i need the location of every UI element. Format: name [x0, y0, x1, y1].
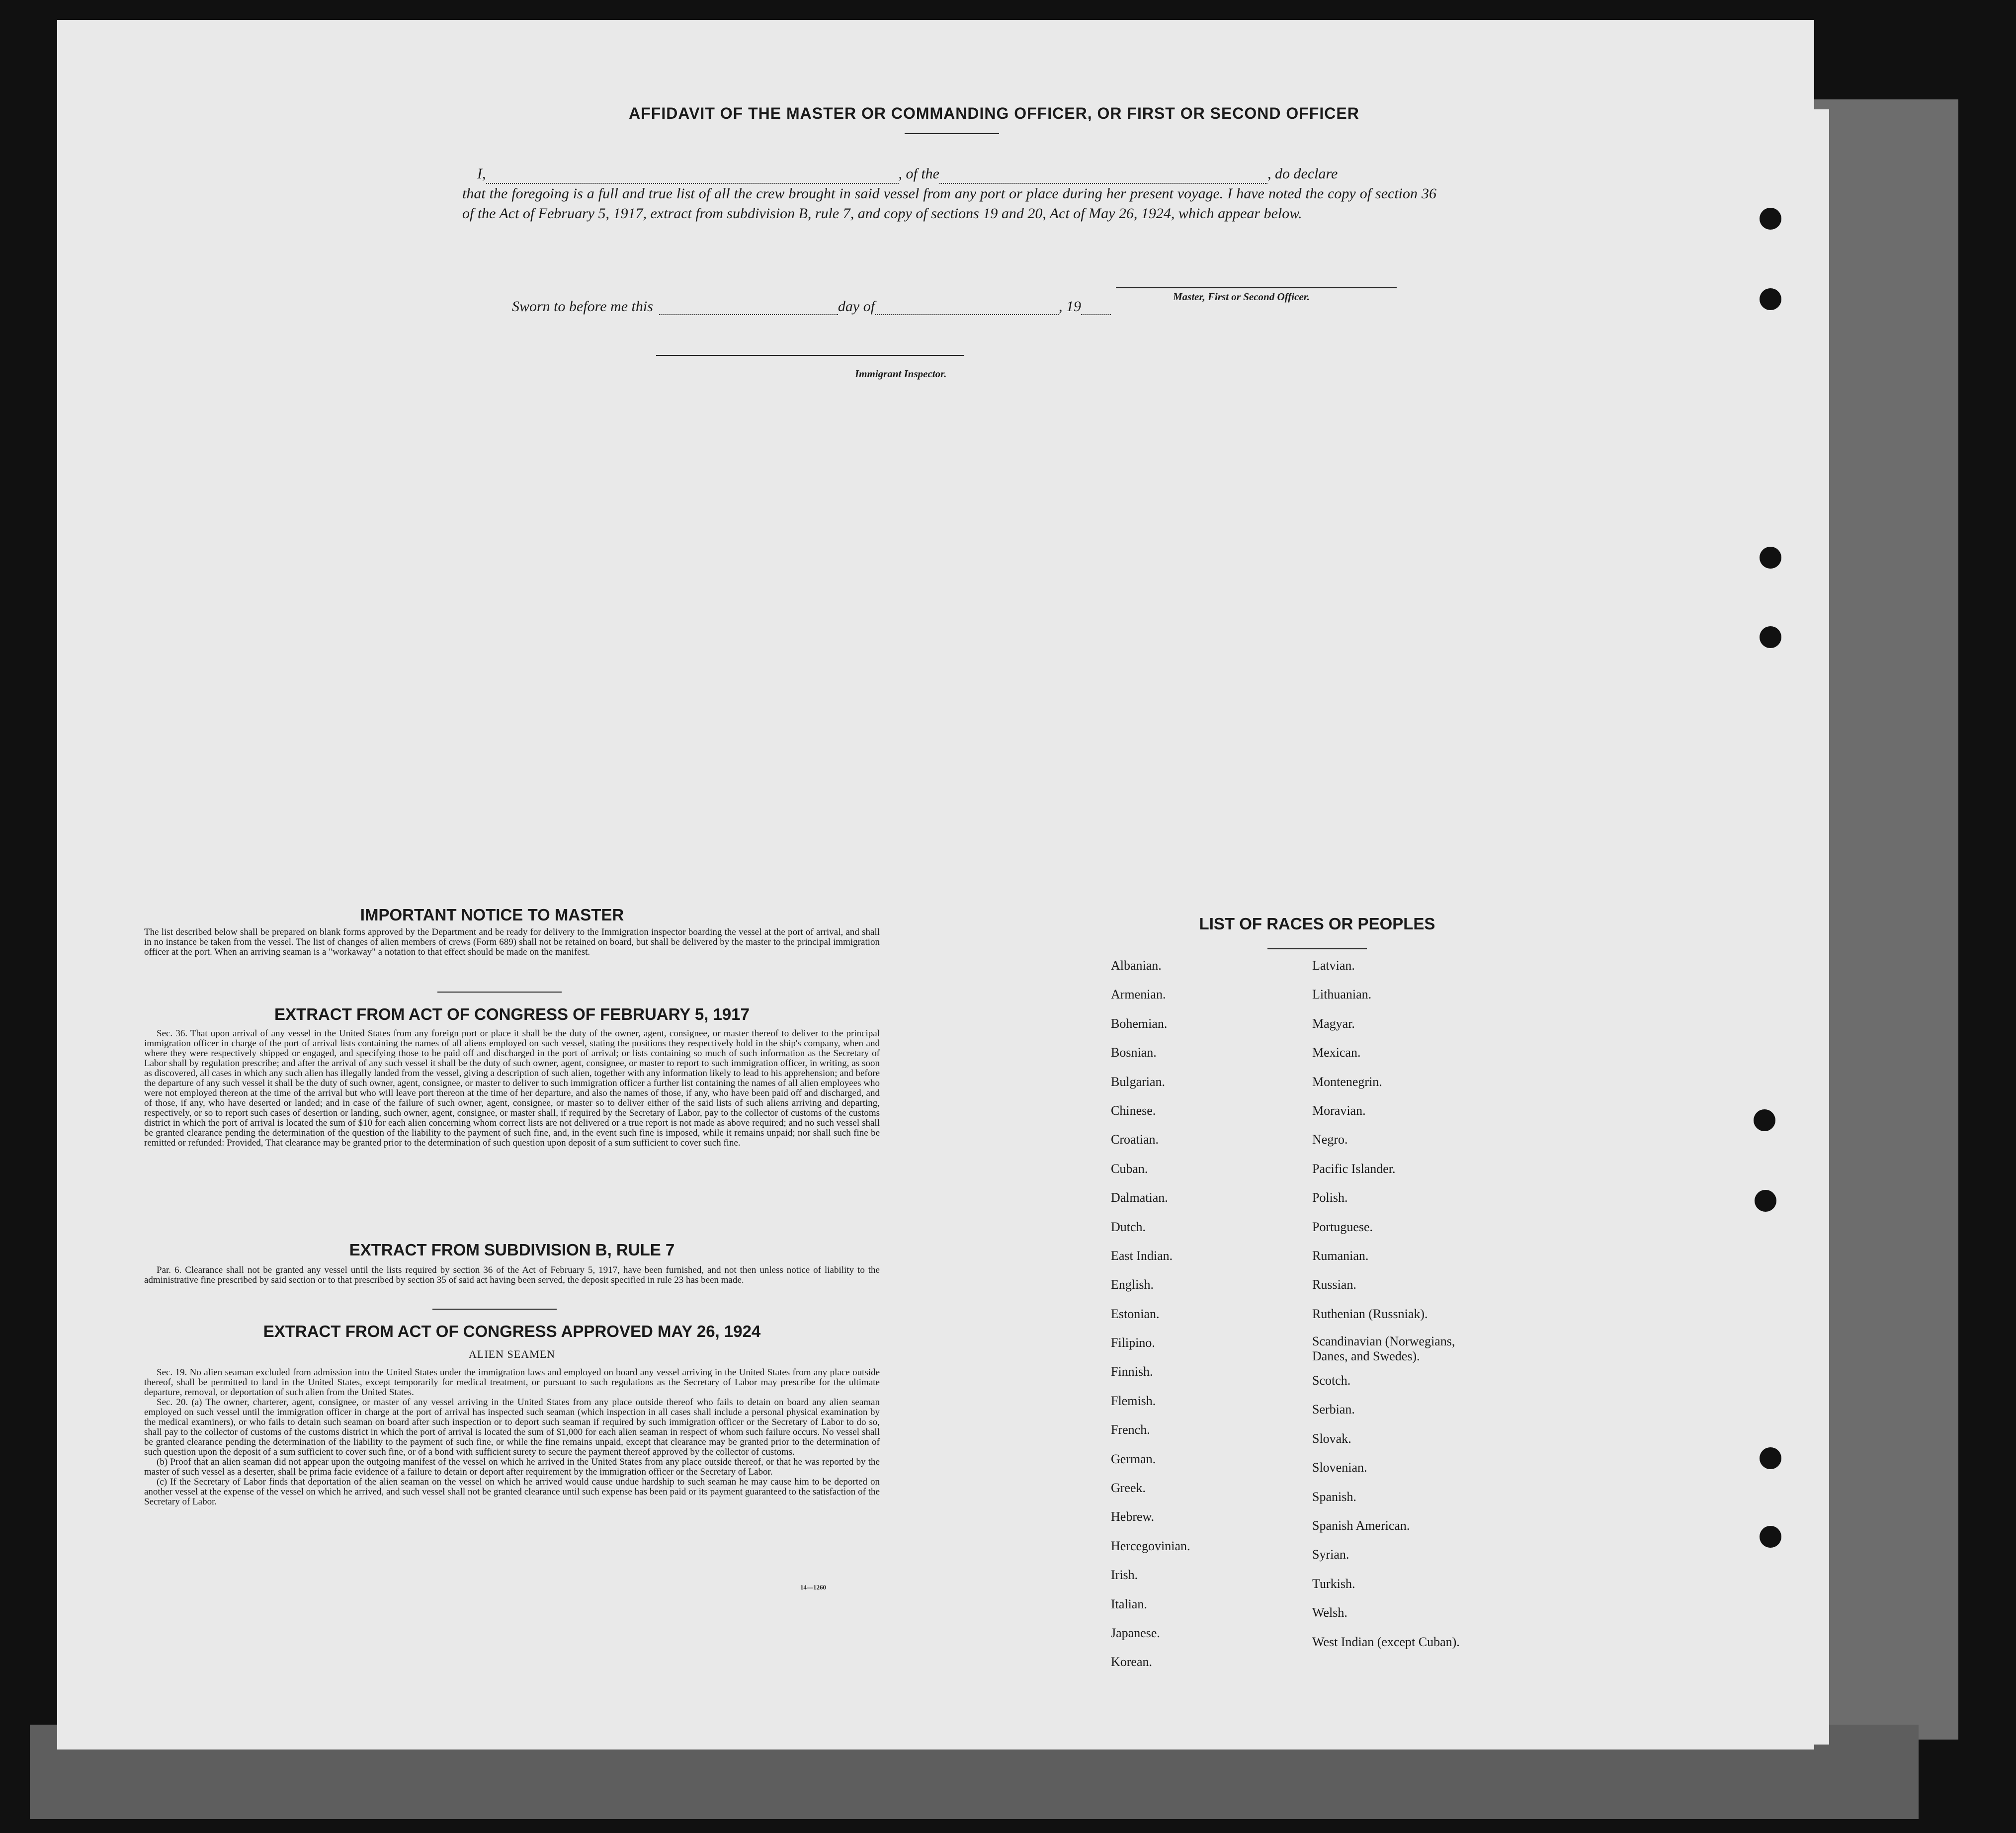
inspector-label: Immigrant Inspector.	[855, 368, 947, 380]
race-item: Moravian.	[1312, 1103, 1366, 1118]
punch-hole-icon	[1760, 547, 1781, 569]
race-item: Dalmatian.	[1111, 1190, 1168, 1205]
punch-hole-icon	[1760, 1447, 1781, 1469]
race-item: Estonian.	[1111, 1306, 1160, 1321]
race-item: Lithuanian.	[1312, 987, 1372, 1002]
affidavit-line-end: , do declare	[1267, 166, 1338, 182]
rule7-title: EXTRACT FROM SUBDIVISION B, RULE 7	[349, 1241, 675, 1259]
punch-hole-icon	[1760, 288, 1781, 310]
race-item: Negro.	[1312, 1132, 1348, 1147]
race-item: Italian.	[1111, 1596, 1147, 1611]
divider	[905, 133, 999, 134]
race-item: Albanian.	[1111, 958, 1162, 973]
race-item: Spanish American.	[1312, 1518, 1410, 1533]
race-item: Japanese.	[1111, 1625, 1160, 1640]
signature-line[interactable]	[1116, 287, 1397, 288]
race-item: Irish.	[1111, 1568, 1138, 1583]
divider	[437, 992, 562, 993]
race-item: Dutch.	[1111, 1219, 1146, 1234]
race-item: Rumanian.	[1312, 1248, 1369, 1263]
document-page-edge	[1779, 109, 1829, 1745]
notice-body: The list described below shall be prepared on blank forms approved by the Department and be ready for delivery to the Immigration inspector boarding the vessel at the port of arrival, and shall in no instance be taken from the vessel. The list of changes of alien members of crews (Form 689) shall not be retained on board, but shall be delivered by the master to the principal immigration officer at the port. When an arriving seaman is a "workaway" a notation to that effect should be made on the manifest.	[144, 927, 880, 957]
year-blank-field[interactable]	[1081, 301, 1111, 315]
affidavit-line-start: I,	[477, 166, 486, 182]
race-item: Montenegrin.	[1312, 1074, 1382, 1089]
race-item: Cuban.	[1111, 1161, 1148, 1176]
day-blank-field[interactable]	[659, 301, 838, 315]
sworn-label-b: day of	[838, 298, 875, 315]
section-20a: Sec. 20. (a) The owner, charterer, agent, consignee, or master of any vessel arriving in the United States from any place outside thereof who fails to detain on board any alien seaman employed on such vessel until the immigration officer in charge at the port of arrival has inspected such seaman (which inspection in all cases shall include a personal physical examination by the medical examiners), or who fails to detain such seaman on board after such inspection or to deport such seaman if required by such immigration officer or the Secretary of Labor to do so, shall pay to the collector of customs of the customs district in which the port of arrival is located the sum of $1,000 for each alien seaman in respect of whom such failure occurs. No vessel shall be granted clearance pending the determination of the liability to the payment of such fine, or while the fine remains unpaid, except that clearance may be granted prior to the determination of such question upon the deposit of a sum sufficient to cover such fine, or of a bond with sufficient surety to secure the payment thereof approved by the collector of customs.	[144, 1397, 880, 1457]
race-item: Russian.	[1312, 1277, 1356, 1292]
form-number: 14—1260	[800, 1583, 826, 1591]
punch-hole-icon	[1760, 1526, 1781, 1548]
race-item: Bosnian.	[1111, 1045, 1157, 1060]
race-item: Portuguese.	[1312, 1219, 1373, 1234]
race-item: East Indian.	[1111, 1248, 1173, 1263]
races-title: LIST OF RACES OR PEOPLES	[1199, 915, 1435, 933]
race-item: Serbian.	[1312, 1402, 1355, 1417]
race-item: West Indian (except Cuban).	[1312, 1634, 1460, 1649]
affidavit-declaration	[462, 164, 1436, 224]
races-column-1	[1111, 957, 1335, 1682]
race-item: Hercegovinian.	[1111, 1538, 1190, 1553]
race-item: Chinese.	[1111, 1103, 1156, 1118]
race-item: Pacific Islander.	[1312, 1161, 1396, 1176]
race-item: Syrian.	[1312, 1547, 1349, 1562]
sworn-label-a: Sworn to before me this	[512, 298, 653, 315]
extract-1917-body: Sec. 36. That upon arrival of any vessel in the United States from any foreign port or place it shall be the duty of the owner, agent, consignee, or master thereof to deliver to the principal immigration officer in charge of the port of arrival lists containing the names of all aliens employed on such vessel, stating the positions they respectively hold in the ship's company, when and where they were respectively shipped or engaged, and specifying those to be paid off and discharged in the port of arrival; or lists containing so much of such information as the Secretary of Labor shall by regulation prescribe; and after the arrival of any such vessel it shall be the duty of such owner, agent, consignee, or master to report to such immigration officer, in writing, as soon as discovered, all cases in which any such alien has illegally landed from the vessel, giving a description of such alien, together with any information likely to lead to his apprehension; and before the departure of any such vessel it shall be the duty of such owner, agent, consignee, or master to deliver to such immigration officer a further list containing the names of all alien employees who were not employed thereon at the time of the arrival but who will leave port thereon at the time of her departure, and also the names of those, if any, who have been paid off and discharged, and of those, if any, who have deserted or landed; and in case of the failure of such owner, agent, consignee, or master so to deliver either of the said lists of such aliens arriving and departing, respectively, or so to report such cases of desertion or landing, such owner, agent, consignee, or master shall, if required by the Secretary of Labor, pay to the collector of customs of the customs district in which the port of arrival is located the sum of $10 for each alien concerning whom correct lists are not delivered or a true report is not made as above required; and no such vessel shall be granted clearance pending the determination of the question of the liability to the payment of such fine, and, in the event such fine is imposed, while it remains unpaid; nor shall such fine be remitted or refunded: Provided, That clearance may be granted prior to the determination of such question upon deposit of a sum sufficient to cover such fine.	[144, 1028, 880, 1148]
name-blank-field[interactable]	[486, 170, 899, 184]
race-item: Finnish.	[1111, 1364, 1153, 1379]
race-item: Spanish.	[1312, 1489, 1356, 1504]
inspector-signature-line[interactable]	[656, 355, 964, 356]
race-item: Greek.	[1111, 1481, 1146, 1496]
divider	[1267, 948, 1367, 949]
race-item: Welsh.	[1312, 1605, 1347, 1620]
punch-hole-icon	[1755, 1190, 1776, 1212]
month-blank-field[interactable]	[875, 301, 1059, 315]
race-item: English.	[1111, 1277, 1154, 1292]
punch-hole-icon	[1754, 1109, 1775, 1131]
extract-1924-title: EXTRACT FROM ACT OF CONGRESS APPROVED MAY 26, 1924	[263, 1322, 761, 1340]
race-item: Ruthenian (Russniak).	[1312, 1306, 1428, 1321]
signature-label: Master, First or Second Officer.	[1173, 291, 1310, 303]
race-item: Croatian.	[1111, 1132, 1159, 1147]
race-item: Bulgarian.	[1111, 1074, 1166, 1089]
race-item: Magyar.	[1312, 1016, 1355, 1031]
race-item: Slovenian.	[1312, 1460, 1367, 1475]
affidavit-body: that the foregoing is a full and true list of all the crew brought in said vessel from any port or place during her present voyage. I have noted the copy of section 36 of the Act of February 5, 1917, extract from subdivision B, rule 7, and copy of sections 19 and 20, Act of May 26, 1924, which appear below.	[462, 185, 1436, 222]
race-item: Flemish.	[1111, 1393, 1156, 1408]
race-item: Armenian.	[1111, 987, 1166, 1002]
races-column-2	[1312, 957, 1561, 1662]
punch-hole-icon	[1760, 626, 1781, 648]
sworn-label-c: , 19	[1059, 298, 1082, 315]
divider	[432, 1309, 557, 1310]
race-item: Polish.	[1312, 1190, 1348, 1205]
vessel-blank-field[interactable]	[939, 170, 1267, 184]
affidavit-title: AFFIDAVIT OF THE MASTER OR COMMANDING OFFICER, OR FIRST OR SECOND OFFICER	[629, 104, 1359, 122]
rule7-body: Par. 6. Clearance shall not be granted any vessel until the lists required by section 36 of the Act of February 5, 1917, have been furnished, and not then unless notice of liability to the administrative fine prescribed by said section or to that prescribed by section 35 of said act having been served, the deposit specified in rule 23 has been made.	[144, 1265, 880, 1285]
race-item: Latvian.	[1312, 958, 1355, 973]
race-item: Turkish.	[1312, 1576, 1355, 1591]
race-item: Mexican.	[1312, 1045, 1361, 1060]
race-item: French.	[1111, 1422, 1150, 1437]
section-19: Sec. 19. No alien seaman excluded from admission into the United States under the immigration laws and employed on board any vessel arriving in the United States from any place outside thereof, shall be permitted to land in the United States, except temporarily for medical treatment, or pursuant to such regulations as the Secretary of Labor may prescribe for the ultimate departure, removal, or deportation of such alien from the United States.	[144, 1367, 880, 1398]
race-item: Scotch.	[1312, 1373, 1351, 1388]
race-item: Korean.	[1111, 1655, 1153, 1669]
race-item: Slovak.	[1312, 1431, 1351, 1446]
extract-1917-title: EXTRACT FROM ACT OF CONGRESS OF FEBRUARY 5, 1917	[274, 1005, 750, 1023]
race-item: Filipino.	[1111, 1335, 1155, 1350]
affidavit-line-mid: , of the	[898, 166, 939, 182]
race-item: German.	[1111, 1451, 1156, 1466]
race-item: Hebrew.	[1111, 1509, 1155, 1524]
race-item: Bohemian.	[1111, 1016, 1168, 1031]
section-20c: (c) If the Secretary of Labor finds that deportation of the alien seaman on the vessel on which he arrived would cause undue hardship to such seaman he may cause him to be deported on another vessel at the expense of the vessel on which he arrived, and such vessel shall not be granted clearance until such expense has been paid or its payment guaranteed to the satisfaction of the Secretary of Labor.	[144, 1477, 880, 1507]
notice-title: IMPORTANT NOTICE TO MASTER	[360, 906, 624, 924]
extract-1924-sections	[144, 1368, 880, 1507]
sworn-line	[512, 298, 1111, 315]
punch-hole-icon	[1760, 208, 1781, 230]
section-20b: (b) Proof that an alien seaman did not appear upon the outgoing manifest of the vessel on which he arrived in the United States from any place outside thereof, or that he was reported by the master of such vessel as a deserter, shall be prima facie evidence of a failure to detain or deport after requirement by the immigration officer or the Secretary of Labor.	[144, 1457, 880, 1477]
race-item: Scandinavian (Norwegians, Danes, and Swedes).	[1312, 1334, 1455, 1364]
extract-1924-subtitle: ALIEN SEAMEN	[469, 1348, 555, 1360]
